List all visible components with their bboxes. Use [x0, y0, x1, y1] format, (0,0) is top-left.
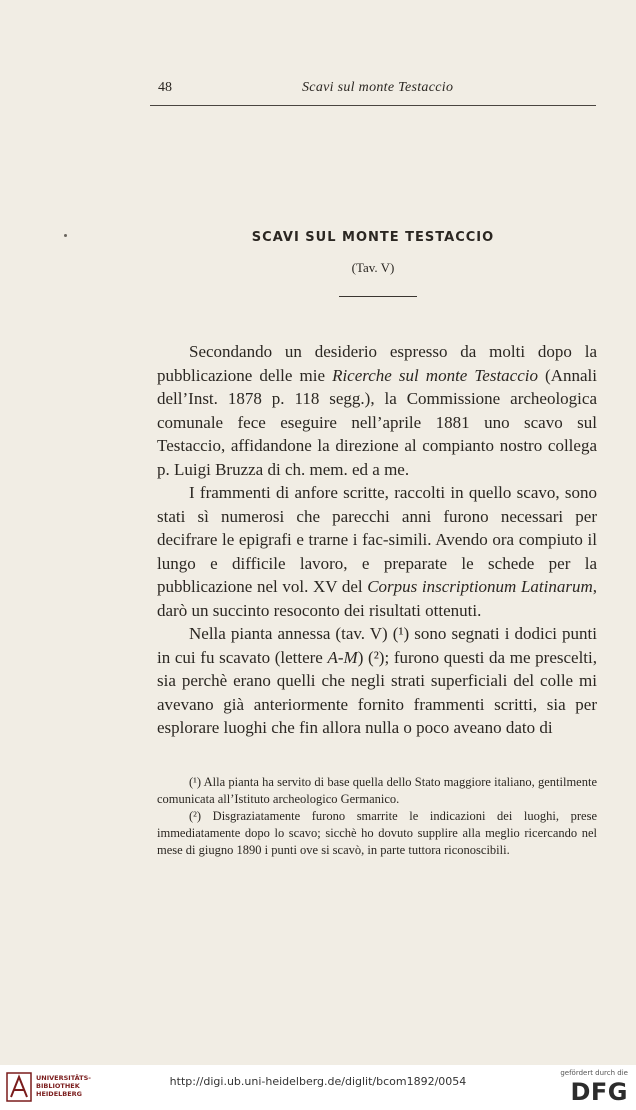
- title-rule: [339, 296, 417, 297]
- body-paragraph: [157, 340, 597, 481]
- library-line: HEIDELBERG: [36, 1090, 83, 1098]
- footer-bar: [0, 1065, 636, 1110]
- body-paragraph: [157, 622, 597, 740]
- library-line: UNIVERSITÄTS-: [36, 1074, 91, 1082]
- running-title: Scavi sul monte Testaccio: [302, 80, 454, 95]
- italic-citation: A-M: [327, 647, 358, 667]
- text-run: I frammenti di anfore scritte, raccolti in quello scavo, sono stati sì numerosi che parecchi anni furono necessari per decifrare le epigrafi e trarne i fac-simili. Avendo ora compiuto il lungo e difficile lavoro, e preparate le schede per la pubblicazione nel vol. XV del: [157, 483, 597, 596]
- text-run: , darò un succinto resoconto dei risultati ottenuti.: [157, 577, 597, 620]
- library-line: BIBLIOTHEK: [36, 1082, 80, 1090]
- dfg-logo: DFG: [570, 1078, 628, 1106]
- margin-mark: [64, 234, 67, 237]
- header-rule: [150, 105, 596, 106]
- page-number: 48: [158, 80, 172, 95]
- article-title: SCAVI SUL MONTE TESTACCIO: [251, 230, 495, 245]
- footnote: (²) Disgraziatamente furono smarrite le indicazioni dei luoghi, prese immediatamente dopo lo scavo; sicchè ho dovuto supplire alla meglio ricercando nel mese di giugno 1890 i punti ove si scavò, in parte tuttora riconoscibili.: [157, 809, 597, 857]
- footnotes: [157, 774, 597, 859]
- text-run: (Annali dell’Inst. 1878 p. 118 segg.), la Commissione archeologica comunale fece eseguire nell’aprile 1881 uno scavo sul Testaccio, affidandone la direzione al compianto nostro collega p. Luigi Bruzza di ch. mem. ed a me.: [157, 365, 597, 479]
- text-run: Nella pianta annessa (tav. V) (¹) sono segnati i dodici punti in cui fu scavato (lettere: [157, 624, 597, 667]
- body-text: [157, 340, 597, 740]
- text-run: Secondando un desiderio espresso da molti dopo la pubblicazione delle mie: [157, 342, 597, 385]
- article-subtitle: (Tav. V): [351, 260, 395, 275]
- source-url-link[interactable]: http://digi.ub.uni-heidelberg.de/diglit/bcom1892/0054: [169, 1075, 467, 1088]
- text-run: ) (²); furono questi da me prescelti, sia perchè erano quelli che negli strati superficiali del colle mi avevano già anteriormente fornito frammenti scritti, sia per esplorare luoghi che fin allora nulla o poco aveano dato di: [157, 647, 597, 737]
- italic-citation: Corpus inscriptionum Latinarum: [367, 577, 593, 596]
- page-header: [150, 80, 596, 100]
- italic-citation: Ricerche sul monte Testaccio: [332, 365, 538, 385]
- funded-by-label: gefördert durch die: [560, 1069, 628, 1077]
- footnote: (¹) Alla pianta ha servito di base quella dello Stato maggiore italiano, gentilmente comunicata all’Istituto archeologico Germanico.: [157, 775, 597, 806]
- body-paragraph: [157, 481, 597, 622]
